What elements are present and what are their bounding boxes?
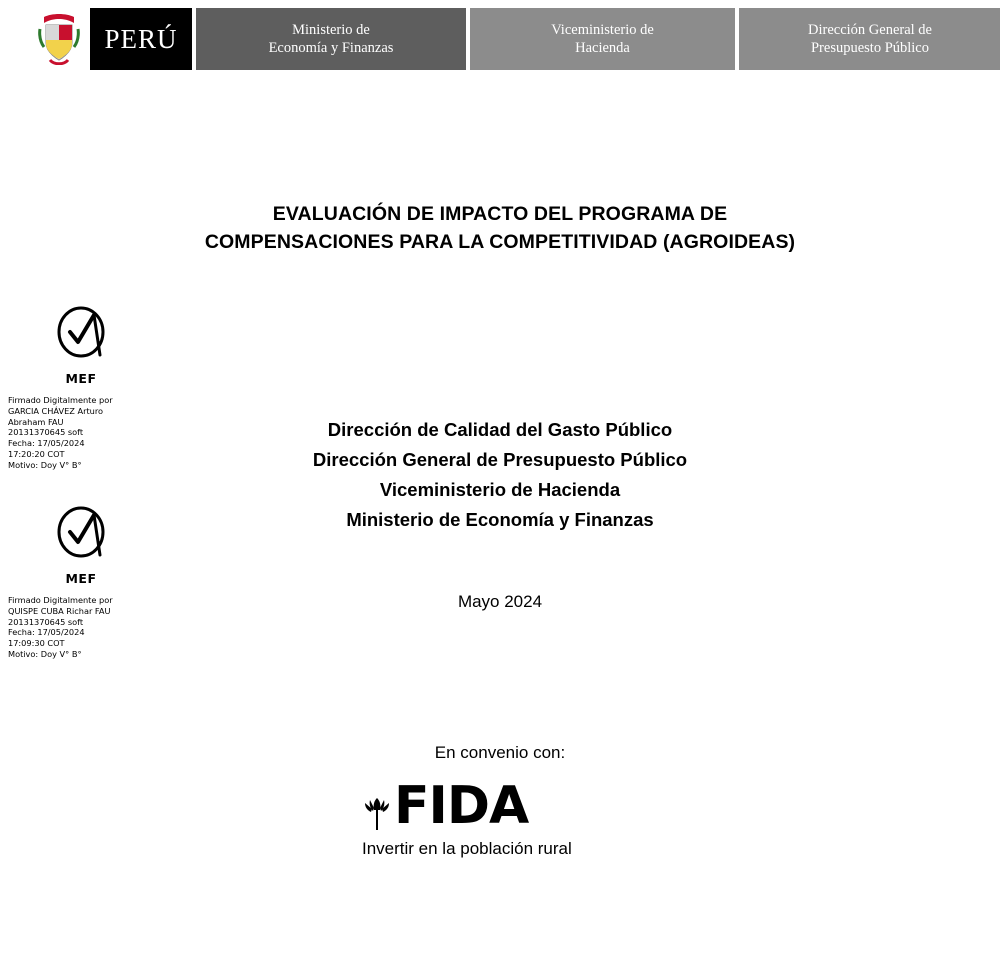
header-directorate-line2: Presupuesto Público [810, 40, 929, 56]
header-viceministry-cell [470, 8, 735, 70]
document-title: EVALUACIÓN DE IMPACTO DEL PROGRAMA DE COMPENSACIONES PARA LA COMPETITIVIDAD (AGROIDEAS) [204, 203, 796, 254]
signature-2-line-5: 17:09:30 COT [8, 638, 65, 649]
signature-2-line-2: QUISPE CUBA Richar FAU [8, 605, 111, 616]
affiliation-line-3: Viceministerio de Hacienda [379, 478, 621, 500]
signature-2-line-6: Motivo: Doy V° B° [8, 649, 82, 660]
digital-signature-stamp-1 [8, 305, 178, 471]
affiliation-line-4: Ministerio de Economía y Finanzas [346, 508, 654, 530]
header-directorate-line1: Dirección General de [808, 21, 932, 38]
signature-1-line-1: Firmado Digitalmente por [8, 395, 113, 405]
digital-signature-stamp-2 [8, 505, 178, 660]
signature-1-line-3: Abraham FAU [8, 416, 64, 427]
affiliation-block [180, 415, 820, 535]
signature-1-line-7: Motivo: Doy V° B° [8, 459, 82, 470]
header-viceministry-line2: Hacienda [575, 40, 630, 56]
fida-wordmark: FIDA [394, 776, 529, 836]
country-label: PERÚ [90, 8, 192, 70]
header-ministry-cell [196, 8, 466, 70]
signature-2-line-3: 20131370645 soft [8, 616, 84, 627]
affiliation-line-1: Dirección de Calidad del Gasto Público [327, 419, 673, 440]
peru-coat-of-arms-icon [28, 8, 90, 70]
signature-1-line-4: 20131370645 soft [8, 427, 84, 438]
signature-2-line-1: Firmado Digitalmente por [8, 595, 113, 605]
signature-1-line-5: Fecha: 17/05/2024 [8, 438, 85, 449]
header-directorate-cell [739, 8, 1000, 70]
affiliation-line-2: Dirección General de Presupuesto Público [312, 448, 688, 470]
fida-logo [340, 776, 660, 859]
partnership-label: En convenio con: [434, 743, 566, 762]
mef-seal-label: MEF [65, 371, 97, 386]
mef-check-seal-icon [42, 305, 120, 373]
signature-2-line-4: Fecha: 17/05/2024 [8, 627, 85, 638]
mef-seal-label: MEF [65, 571, 97, 586]
header-viceministry-line1: Viceministerio de [551, 21, 654, 38]
fida-tagline: Invertir en la población rural [362, 839, 572, 859]
signature-details-1 [8, 395, 158, 471]
signature-1-line-2: GARCIA CHÁVEZ Arturo [8, 405, 104, 416]
government-header-banner [28, 8, 1000, 70]
wheat-icon [362, 796, 392, 835]
signature-1-line-6: 17:20:20 COT [8, 449, 65, 460]
mef-check-seal-icon [42, 505, 120, 573]
publication-date: Mayo 2024 [457, 592, 543, 611]
header-ministry-line2: Economía y Finanzas [268, 40, 394, 56]
signature-details-2 [8, 595, 158, 660]
header-ministry-line1: Ministerio de [292, 21, 370, 38]
